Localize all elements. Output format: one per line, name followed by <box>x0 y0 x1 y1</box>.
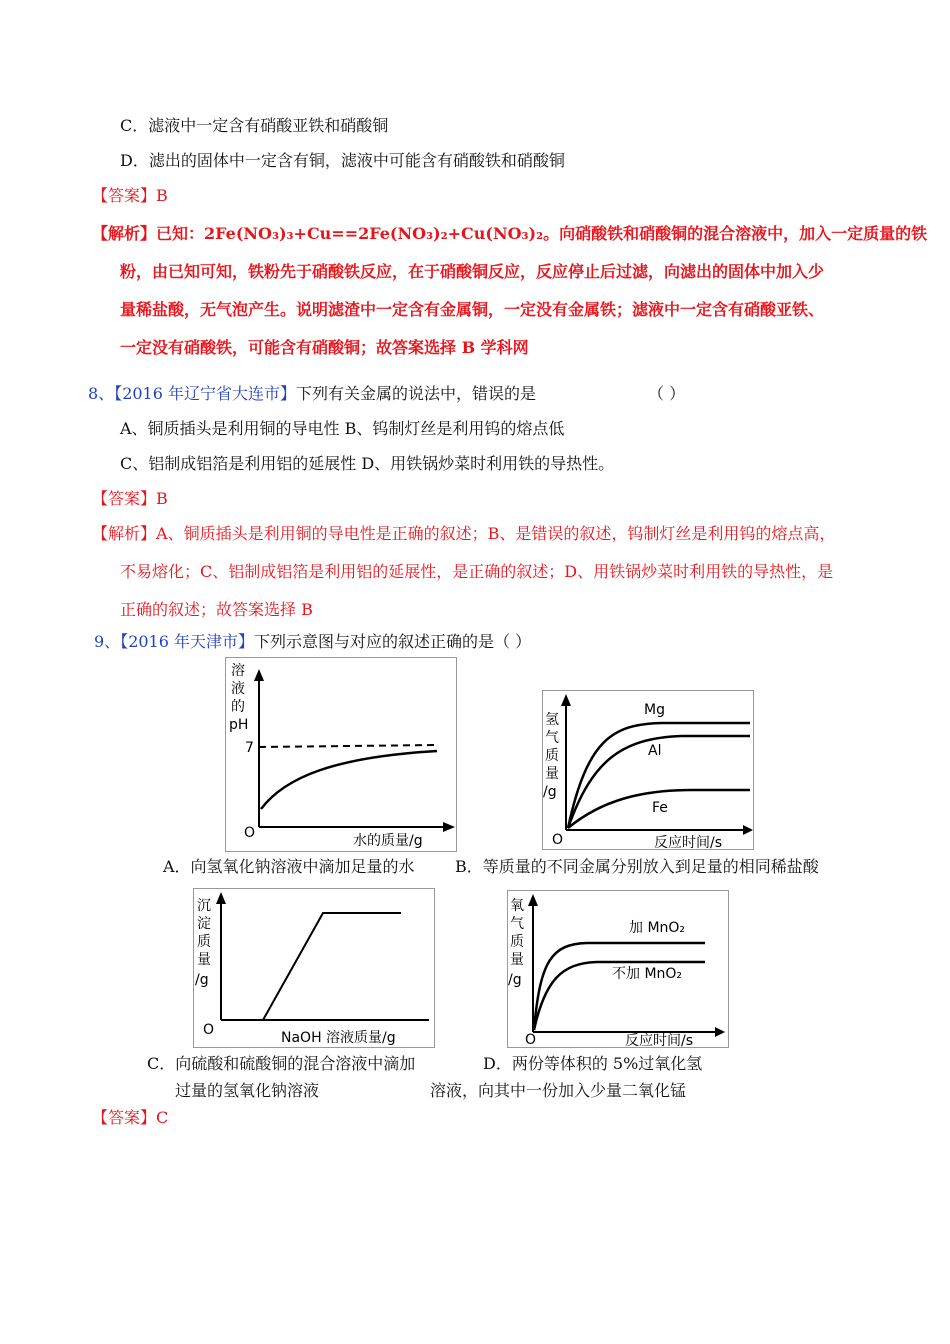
q8-source: 【2016 年辽宁省大连市】 <box>114 384 296 403</box>
q8-stem: 下列有关金属的说法中，错误的是 <box>296 384 537 403</box>
q8-answer-value: B <box>156 489 168 508</box>
analysis-line-4: 一定没有硝酸铁，可能含有硝酸铜；故答案选择 B 学科网 <box>120 338 529 357</box>
graph-b-ylabel-5: /g <box>543 784 557 800</box>
graph-a-xlabel: 水的质量/g <box>353 833 423 849</box>
graph-b-caption: B．等质量的不同金属分别放入到足量的相同稀盐酸 <box>455 857 819 876</box>
graph-d-ylabel-1: 氧 <box>510 898 524 914</box>
graph-c-ylabel-3: 质 <box>197 934 211 950</box>
graph-d-caption-2: 溶液，向其中一份加入少量二氧化锰 <box>430 1081 687 1100</box>
graph-c-caption-1: C．向硫酸和硫酸铜的混合溶液中滴加 <box>147 1054 416 1073</box>
graph-d-ylabel-2: 气 <box>510 916 524 932</box>
q8-analysis-line-2: 不易熔化；C、铝制成铝箔是利用铝的延展性，是正确的叙述；D、用铁锅炒菜时利用铁的导热性，是 <box>120 562 834 581</box>
answer-label: 【答案】 <box>92 186 157 205</box>
graph-d-caption-1: D．两份等体积的 5%过氧化氢 <box>483 1054 703 1073</box>
graph-a-caption: A．向氢氧化钠溶液中滴加足量的水 <box>163 857 415 876</box>
q9-number: 9、 <box>94 632 121 651</box>
graph-c-xlabel: NaOH 溶液质量/g <box>281 1030 396 1046</box>
graph-c-caption-2: 过量的氢氧化钠溶液 <box>175 1081 320 1100</box>
graph-b-label-al: Al <box>648 743 662 759</box>
graph-a-ylabel-2: 液 <box>231 681 245 697</box>
graph-d-xlabel: 反应时间/s <box>625 1033 694 1048</box>
graph-b-ylabel-3: 质 <box>545 748 559 764</box>
q9-stem: 下列示意图与对应的叙述正确的是（ ） <box>254 632 532 651</box>
graph-d <box>507 890 729 1048</box>
graph-b <box>542 690 754 850</box>
q9-answer-row <box>92 1107 168 1129</box>
q8-number: 8、 <box>88 384 115 403</box>
answer-value: B <box>156 186 168 205</box>
graph-a-tick-7: 7 <box>245 740 254 756</box>
q9-stem-row <box>94 631 531 653</box>
graph-d-ylabel-5: /g <box>508 972 522 988</box>
q8-options-cd: C、铝制成铝箔是利用铝的延展性 D、用铁锅炒菜时利用铁的导热性。 <box>120 454 615 473</box>
graph-c-ylabel-5: /g <box>195 972 209 988</box>
answer-row <box>92 185 168 207</box>
q8-stem-row <box>88 383 536 405</box>
analysis-label: 【解析】 <box>92 224 157 243</box>
q9-source: 【2016 年天津市】 <box>120 632 254 651</box>
graph-d-ylabel-3: 质 <box>510 934 524 950</box>
q8-analysis-line-1: 【解析】A、铜质插头是利用铜的导电性是正确的叙述；B、是错误的叙述，钨制灯丝是利用钨的熔点高， <box>92 524 836 543</box>
graph-c-ylabel-2: 淀 <box>197 916 211 932</box>
graph-b-label-fe: Fe <box>652 800 668 816</box>
option-c: C．滤液中一定含有硝酸亚铁和硝酸铜 <box>120 116 389 135</box>
analysis-line-1: 【解析】已知：2Fe(NO₃)₃+Cu==2Fe(NO₃)₂+Cu(NO₃)₂。向硝酸铁和硝酸铜的混合溶液中，加入一定质量的铁 <box>92 224 928 243</box>
q8-analysis-line-3: 正确的叙述；故答案选择 B <box>120 600 313 619</box>
graph-a <box>225 657 457 852</box>
graph-c-ylabel-1: 沉 <box>197 898 211 914</box>
graph-c-origin: O <box>203 1022 215 1038</box>
q8-analysis-label: 【解析】 <box>92 524 157 543</box>
analysis-line-3: 量稀盐酸，无气泡产生。说明滤渣中一定含有金属铜，一定没有金属铁；滤液中一定含有硝酸亚铁、 <box>120 300 825 319</box>
option-d: D．滤出的固体中一定含有铜，滤液中可能含有硝酸铁和硝酸铜 <box>120 151 565 170</box>
graph-d-label-no-mno2: 不加 MnO₂ <box>612 966 683 982</box>
graph-a-origin: O <box>244 825 256 841</box>
graph-b-ylabel-2: 气 <box>545 730 559 746</box>
graph-a-ylabel-3: 的 <box>231 699 245 715</box>
graph-d-origin: O <box>525 1032 537 1048</box>
q9-answer-label: 【答案】 <box>92 1108 157 1127</box>
q8-answer-row <box>92 488 168 510</box>
graph-b-ylabel-1: 氢 <box>545 712 559 728</box>
graph-d-label-mno2: 加 MnO₂ <box>629 920 686 936</box>
graph-a-ylabel-1: 溶 <box>231 663 245 679</box>
graph-b-origin: O <box>552 832 564 848</box>
graph-d-ylabel-4: 量 <box>510 952 524 968</box>
graph-c-ylabel-4: 量 <box>197 952 211 968</box>
graph-a-ylabel-4: pH <box>229 717 249 733</box>
q8-answer-label: 【答案】 <box>92 489 157 508</box>
q8-options-ab: A、铜质插头是利用铜的导电性 B、钨制灯丝是利用钨的熔点低 <box>120 419 565 438</box>
q8-paren: （ ） <box>648 384 686 403</box>
analysis-line-2: 粉，由已知可知，铁粉先于硝酸铁反应，在于硝酸铜反应，反应停止后过滤，向滤出的固体中加入少 <box>120 262 825 281</box>
q9-answer-value: C <box>156 1108 169 1127</box>
graph-b-label-mg: Mg <box>644 702 665 718</box>
graph-c <box>193 888 435 1048</box>
graph-b-ylabel-4: 量 <box>545 766 559 782</box>
graph-b-xlabel: 反应时间/s <box>654 835 723 850</box>
